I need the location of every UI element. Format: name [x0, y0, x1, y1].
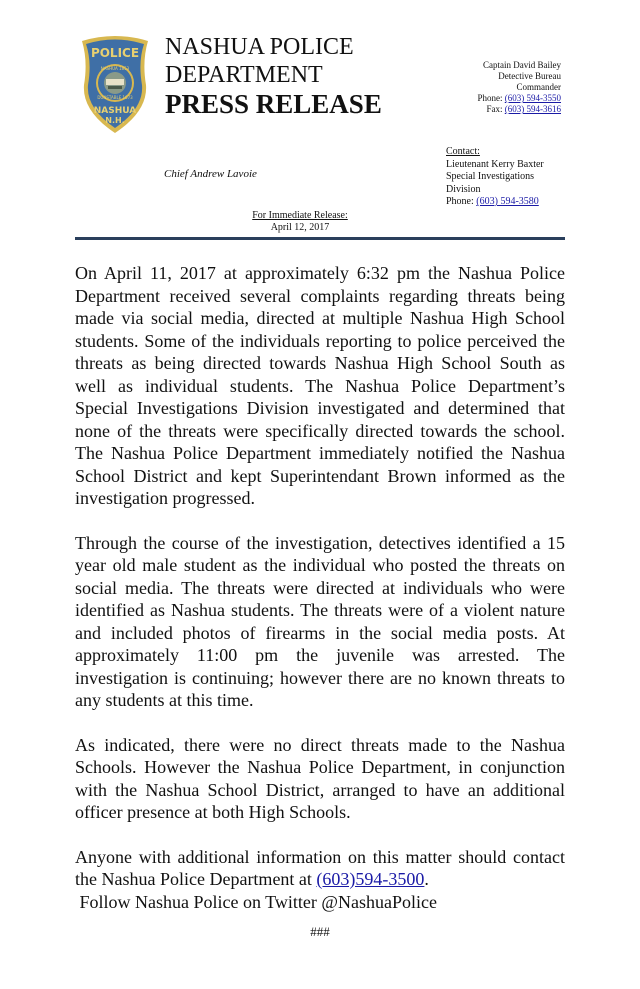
press-release-body: [75, 262, 565, 913]
commander-info: [477, 60, 561, 115]
svg-text:N.H.: N.H.: [105, 116, 125, 125]
svg-text:NASHUA 1853: NASHUA 1853: [100, 66, 130, 71]
department-title: [165, 33, 354, 89]
commander-fax-row: [477, 104, 561, 115]
commander-name: Captain David Bailey: [483, 60, 561, 70]
end-mark: ###: [310, 924, 330, 939]
body-paragraph-1: On April 11, 2017 at approximately 6:32 pm the Nashua Police Department received several complaints regarding threats being made via social media, directed at multiple Nashua High School students. Some of the individuals reporting to police perceived the threats as being directed towards Nashua High School South as well as individual students. The Nashua Police Department’s Special Investigations Division investigated and determined that none of the threats were specifically directed towards the school. The Nashua Police Department immediately notified the Nashua School District and kept Superintendant Brown informed as the investigation progressed.: [75, 263, 565, 508]
svg-text:DUNSTABLE 1673: DUNSTABLE 1673: [97, 95, 133, 100]
svg-text:NASHUA: NASHUA: [93, 106, 137, 116]
body-paragraph-3: As indicated, there were no direct threats made to the Nashua Schools. However the Nashua Police Department, in conjunction with the Nashua School District, arranged to have an additional officer presence at both High Schools.: [75, 734, 565, 822]
department-title-line1: NASHUA POLICE: [165, 34, 354, 60]
contact-phone-row: [446, 196, 544, 209]
body-paragraph-2: Through the course of the investigation, detectives identified a 15 year old male student as the individual who posted the threats on social media. The threats were directed at individuals who were identified as Nashua students. The threats were of a violent nature and included photos of firearms in the social media posts. At approximately 11:00 pm the juvenile was arrested. The investigation is continuing; however there are no known threats to any students at this time.: [75, 532, 565, 710]
svg-text:POLICE: POLICE: [90, 46, 140, 60]
contact-name: Lieutenant Kerry Baxter: [446, 158, 544, 170]
commander-title-line1: Detective Bureau: [498, 71, 561, 81]
contact-unit-line2: Division: [446, 183, 481, 195]
contact-info: [446, 146, 544, 209]
commander-phone-label: Phone:: [477, 93, 505, 103]
chief-name: Chief Andrew Lavoie: [164, 168, 257, 180]
commander-fax-link[interactable]: (603) 594-3616: [504, 104, 561, 114]
department-phone-link[interactable]: (603)594-3500: [316, 869, 425, 889]
release-label: For Immediate Release:: [252, 210, 348, 221]
contact-unit-line1: Special Investigations: [446, 171, 535, 182]
department-title-line2: DEPARTMENT: [165, 62, 323, 88]
police-badge-icon: [78, 33, 152, 135]
press-release-heading: PRESS RELEASE: [165, 89, 382, 119]
contact-label: Contact:: [446, 146, 480, 157]
release-date: April 12, 2017: [270, 222, 330, 233]
contact-phone-label: Phone:: [446, 196, 477, 207]
twitter-line: Follow Nashua Police on Twitter @NashuaPolice: [75, 891, 437, 912]
closing-period: .: [424, 869, 429, 889]
contact-phone-link[interactable]: (603) 594-3580: [476, 196, 539, 207]
release-info: [220, 210, 380, 234]
closing-text: Anyone with additional information on this matter should contact the Nashua Police Department at: [75, 846, 565, 889]
commander-fax-label: Fax:: [486, 104, 505, 114]
commander-phone-row: [477, 93, 561, 104]
commander-title-line2: Commander: [516, 82, 561, 92]
commander-phone-link[interactable]: (603) 594-3550: [504, 93, 561, 103]
header-divider: [75, 237, 565, 240]
body-closing-paragraph: [75, 846, 565, 914]
